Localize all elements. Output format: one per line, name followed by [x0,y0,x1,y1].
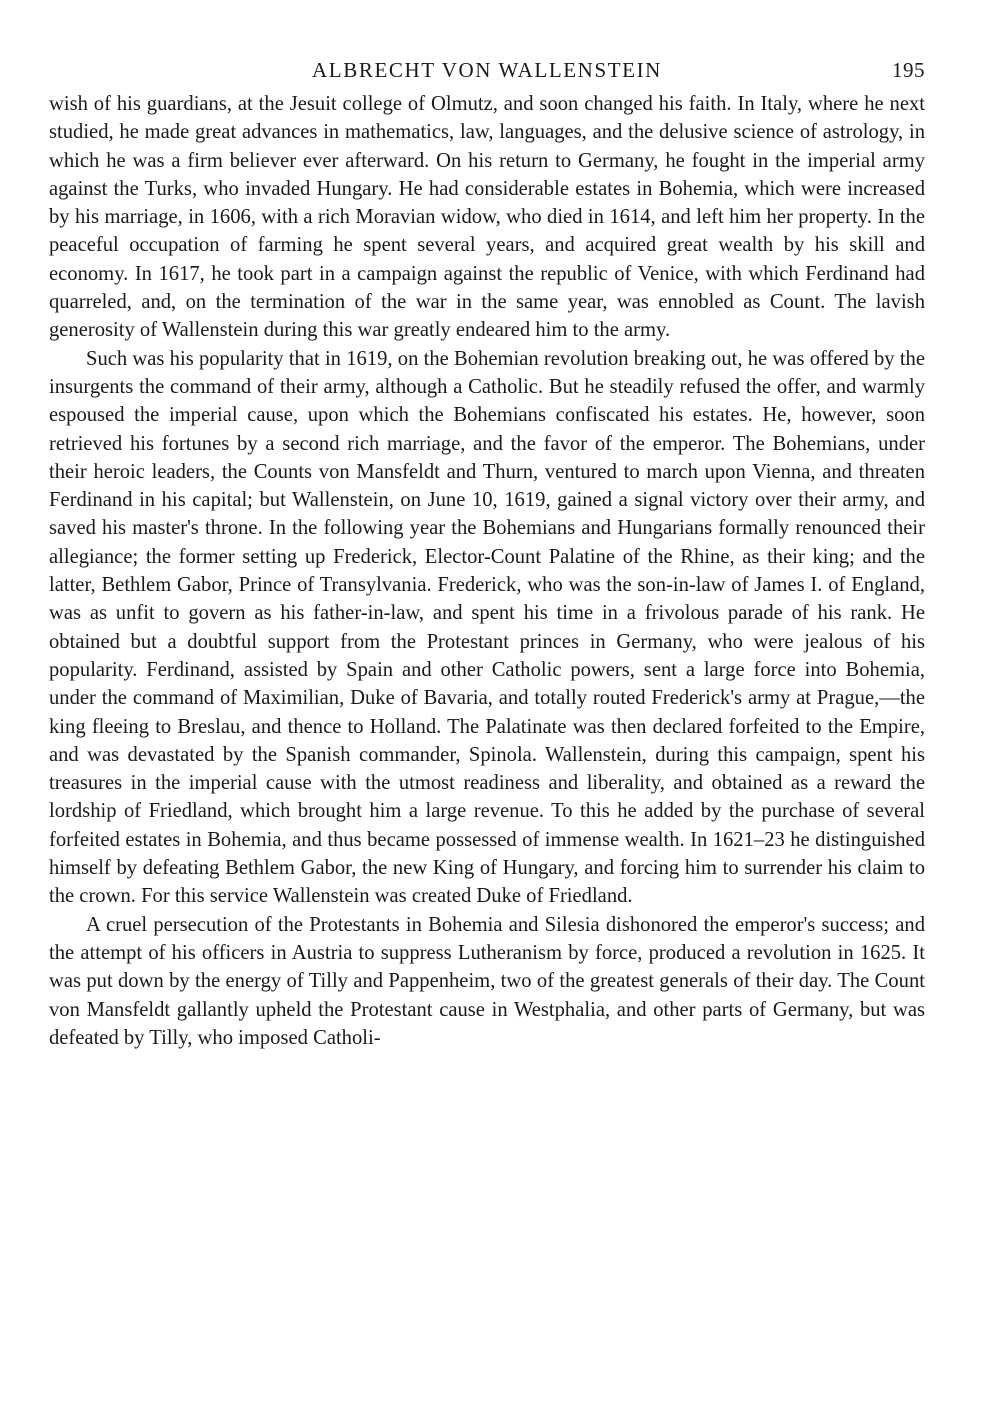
body-text [49,90,925,1052]
paragraph-continued: wish of his guardians, at the Jesuit college of Olmutz, and soon changed his faith. In Italy, where he next studied, he made great advances in mathematics, law, languages, and the delusive science of astrology, in which he was a firm believer ever afterward. On his return to Germany, he fought in the imperial army against the Turks, who invaded Hungary. He had considerable estates in Bohemia, which were increased by his marriage, in 1606, with a rich Moravian widow, who died in 1614, and left him her property. In the peaceful occupation of farming he spent several years, and acquired great wealth by his skill and economy. In 1617, he took part in a campaign against the republic of Venice, with which Ferdinand had quarreled, and, on the termination of the war in the same year, was ennobled as Count. The lavish generosity of Wallenstein during this war greatly endeared him to the army. [49,93,925,342]
page-number: 195 [892,58,925,82]
paragraph: A cruel persecution of the Protestants in Bohemia and Silesia dishonored the emperor's success; and the attempt of his officers in Austria to suppress Lutheranism by force, produced a revolution in 1625. It was put down by the energy of Tilly and Pappenheim, two of the greatest generals of their day. The Count von Mansfeldt gallantly upheld the Protestant cause in Westphalia, and other parts of Germany, but was defeated by Tilly, who imposed Catholi- [49,913,925,1049]
running-header [49,56,925,90]
paragraph: Such was his popularity that in 1619, on the Bohemian revolution breaking out, he was offered by the insurgents the command of their army, although a Catholic. But he steadily refused the offer, and warmly espoused the imperial cause, upon which the Bohemians confiscated his estates. He, however, soon retrieved his fortunes by a second rich marriage, and the favor of the emperor. The Bohemians, under their heroic leaders, the Counts von Mansfeldt and Thurn, ventured to march upon Vienna, and threaten Ferdinand in his capital; but Wallenstein, on June 10, 1619, gained a signal victory over their army, and saved his master's throne. In the following year the Bohemians and Hungarians formally renounced their allegiance; the former setting up Frederick, Elector-Count Palatine of the Rhine, as their king; and the latter, Bethlem Gabor, Prince of Transylvania. Frederick, who was the son-in-law of James I. of England, was as unfit to govern as his father-in-law, and spent his time in a frivolous parade of his rank. He obtained but a doubtful support from the Protestant princes in Germany, who were jealous of his popularity. Ferdinand, assisted by Spain and other Catholic powers, sent a large force into Bohemia, under the command of Maximilian, Duke of Bavaria, and totally routed Frederick's army at Prague,—the king fleeing to Breslau, and thence to Holland. The Palatinate was then declared forfeited to the Empire, and was devastated by the Spanish commander, Spinola. Wallenstein, during this campaign, spent his treasures in the imperial cause with the utmost readiness and liberality, and obtained as a reward the lordship of Friedland, which brought him a large revenue. To this he added by the purchase of several forfeited estates in Bohemia, and thus became possessed of immense wealth. In 1621–23 he distinguished himself by defeating Bethlem Gabor, the new King of Hungary, and forcing him to surrender his claim to the crown. For this service Wallenstein was created Duke of Friedland. [49,347,925,908]
running-title: ALBRECHT VON WALLENSTEIN [312,58,662,82]
book-page [49,56,925,1052]
